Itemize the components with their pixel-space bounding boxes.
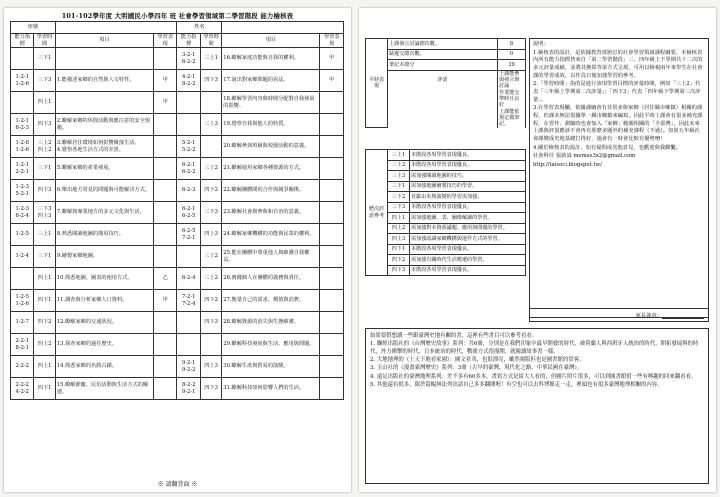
col-ability: 能力指標	[11, 34, 34, 48]
history-row	[366, 192, 526, 203]
performance-grade[interactable]	[320, 202, 344, 224]
history-text: 本階段各項學習表現優良。	[410, 150, 526, 161]
history-text: 本階段各項學習表現優良。	[410, 244, 526, 255]
ability-code: 6-2-3	[177, 180, 200, 202]
table-row	[11, 114, 344, 136]
performance-grade[interactable]	[320, 378, 344, 400]
ability-code: 6-2-4	[177, 268, 200, 290]
history-period: 三上3	[388, 171, 410, 182]
period: 四上2	[34, 334, 55, 356]
seat-name-row	[11, 22, 344, 34]
performance-grade[interactable]	[154, 114, 177, 136]
history-comments-table	[365, 149, 526, 276]
references-intro: 如果要假想讀一些跟臺灣史地有關的書，這裡有些書目可以參考看看：	[370, 333, 538, 339]
table-row	[11, 202, 344, 224]
period: 四下1	[34, 378, 55, 400]
ability-code: 9-2-1 9-2-2	[177, 356, 200, 378]
period: 四下3	[34, 180, 55, 202]
ability-code	[11, 48, 34, 70]
item-text	[55, 92, 153, 114]
col-item: 項目	[222, 34, 320, 48]
performance-grade[interactable]	[320, 114, 344, 136]
table-row	[11, 290, 344, 312]
signature-line	[662, 312, 704, 319]
period: 四下1	[34, 290, 55, 312]
history-row	[366, 171, 526, 182]
item-text: 2.瞭解家鄉的休閒活動與應注意的安全規範。	[55, 114, 153, 136]
item-text: 7.瞭解與專業地方的多元文化與生活。	[55, 202, 153, 224]
summary-label: 筆記本總分	[388, 60, 498, 71]
evaluation-row	[366, 90, 526, 109]
summary-table	[365, 38, 526, 128]
period: 三下1	[34, 48, 55, 70]
column-header-row	[11, 34, 344, 48]
ability-code: 1-2-4	[11, 246, 34, 268]
table-row	[11, 312, 344, 334]
ability-code: 1-2-3 5-2-1	[11, 180, 34, 202]
history-period: 四下3	[388, 265, 410, 276]
note-item: 3.在學習表現欄，依據課綱會有非常多與家鄉（居住縣市鄉鎮）相關的課程，但課本無法很據單一縣市鄉鎮來編寫，因此平時上課會有很多補充課程，在習作、測驗時也會加入「家鄉」範圍相關的「全臺灣」，因此未來上課與評量應該不會再有那麼多題外的補充課程（不過）。如果五年級社會課變成史地基礎打得好，過會有一時會比較有優勢唷！	[533, 105, 703, 143]
table-row	[11, 70, 344, 92]
evaluation-text: 作業能交準時且良好	[498, 90, 526, 109]
period: 三下3 四上3	[34, 202, 55, 224]
performance-grade[interactable]	[320, 356, 344, 378]
performance-grade[interactable]	[154, 334, 177, 356]
performance-grade[interactable]	[320, 224, 344, 246]
evaluation-label	[388, 109, 498, 128]
turn-over-note: ※ 請翻背面 ※	[157, 481, 198, 488]
period: 三上3	[200, 114, 221, 136]
ability-code: 2-2-1 8-2-1	[11, 334, 34, 356]
history-period: 四上3	[388, 234, 410, 245]
table-row	[11, 136, 344, 158]
period: 四下2	[34, 312, 55, 334]
reference-item: 2. 大地地理的《上天下地看家園》：圖文並茂，也很漂亮，雖然規版但也是圖書館的常客。	[370, 357, 585, 364]
history-row	[366, 202, 526, 213]
performance-grade[interactable]	[320, 92, 344, 114]
ability-code: 4-2-1 8-2-2	[177, 70, 200, 92]
ability-code	[177, 114, 200, 136]
page-title: 101-102學年度 大明國民小學四年 班 社會學習領域第二學習階段 能力檢核表	[61, 12, 294, 20]
col-item: 項目	[55, 34, 153, 48]
history-period: 四上2	[388, 223, 410, 234]
item-text: 1.能描述家鄉的自然與人文特性。	[55, 70, 153, 92]
ability-code: 2-2-2	[11, 356, 34, 378]
history-text: 本階段各項學習表現優良。	[410, 265, 526, 276]
table-row	[11, 224, 344, 246]
history-row	[366, 234, 526, 245]
item-text: 3.瞭解居住環境如何影響聚落生活。 4.覺察各地生活方式的差異。	[55, 136, 153, 158]
summary-row	[366, 39, 526, 50]
history-period: 三下1	[388, 181, 410, 192]
period: 四上1	[34, 356, 55, 378]
ability-code: 1-2-7	[11, 312, 34, 334]
ability-code: 7-2-1 7-2-4	[177, 290, 200, 312]
item-text: 29.瞭解科技發展與生活、應用與問題。	[222, 334, 320, 356]
history-text: 本階段各項學習表現優良。	[410, 202, 526, 213]
col-period: 學習時間	[200, 34, 221, 48]
performance-grade[interactable]: 甲	[154, 92, 177, 114]
period	[200, 334, 221, 356]
performance-grade[interactable]	[320, 180, 344, 202]
item-text: 17.說出對家鄉問題的看法。	[222, 70, 320, 92]
period	[200, 92, 221, 114]
period	[200, 136, 221, 158]
period: 四下3	[34, 114, 55, 136]
note-item: 社會科任 張啟嵩 memes3x2@gmail.com	[533, 153, 636, 160]
history-row	[366, 223, 526, 234]
name-label: 姓名	[177, 22, 222, 34]
period: 四下2	[200, 180, 221, 202]
table-row	[11, 378, 344, 400]
item-text: 21.瞭解使用家鄉各種資源的方式。	[222, 158, 320, 180]
history-label: 歷次評語參考	[366, 150, 388, 276]
performance-grade[interactable]	[154, 180, 177, 202]
history-period: 四下1	[388, 244, 410, 255]
summary-value: 8	[498, 39, 526, 50]
table-row	[11, 158, 344, 180]
item-text: 11.調查與分析家鄉人口資料。	[55, 290, 153, 312]
item-text: 19.覺察自我與他人的特質。	[222, 114, 320, 136]
table-row	[11, 356, 344, 378]
history-text: 需加強地圖、表、圖像解讀的學習。	[410, 213, 526, 224]
ability-code: 1-2-1 1-2-6	[11, 70, 34, 92]
history-period: 三上1	[388, 150, 410, 161]
evaluation-label: 評語	[388, 70, 498, 90]
item-text: 26.實踐個人在團體的義務與責任。	[222, 268, 320, 290]
item-text: 20.瞭解參與班級與校園活動的意義。	[222, 136, 320, 158]
summary-row	[366, 49, 526, 60]
history-text: 需加強有關時代生活變遷的學習。	[410, 255, 526, 266]
ability-code: 6-2-1 6-2-5	[177, 202, 200, 224]
table-row	[11, 246, 344, 268]
regular-performance-label: 平時表現	[366, 39, 388, 128]
item-text: 30.瞭解生產與貿易的演變。	[222, 356, 320, 378]
summary-label: 上課發言討論總次數。	[388, 39, 498, 50]
history-text: 貢獻由未熟演變的學習需加強。	[410, 192, 526, 203]
summary-value: 39	[498, 60, 526, 71]
seat-blank[interactable]	[55, 22, 177, 34]
summary-value: 0	[498, 49, 526, 60]
history-period: 三上2	[388, 160, 410, 171]
period: 四下2	[200, 290, 221, 312]
item-text: 16.瞭解家庭功能與自我的權利。	[222, 48, 320, 70]
performance-grade[interactable]: 甲	[154, 290, 177, 312]
summary-row	[366, 60, 526, 71]
ability-code: 1-2-5	[11, 224, 34, 246]
ability-code: 3-2-1 6-2-2	[177, 48, 200, 70]
performance-grade[interactable]	[320, 334, 344, 356]
item-text: 25.能在團體中尊重他人與維護自我權益。	[222, 246, 320, 268]
reference-item: 4. 遠足出版社的臺灣地理系列：差不多有60多本，書寫方式是給大人看的，但圖片照片很多，可以到圖書館借一些有興趣的回來翻看看。	[370, 373, 697, 380]
item-text: 13.探查家鄉的過往歷史。	[55, 334, 153, 356]
item-text: 27.衡量自己的需求、價值與消費。	[222, 290, 320, 312]
period: 四上1	[34, 92, 55, 114]
period: 四上3	[200, 356, 221, 378]
ability-code	[177, 92, 200, 114]
performance-grade[interactable]	[154, 136, 177, 158]
note-item: http://taisoci.blogspot.tw/	[533, 162, 602, 169]
item-text: 15.瞭解節慶、民俗活動與生活方式的關連。	[55, 378, 153, 400]
performance-grade[interactable]	[320, 136, 344, 158]
reference-item: 5. 其他還有很多，限於篇幅無法列出請自己多多翻閱喔！有空也可以去科博館走一走，裡頭也有很多臺灣地理相關的內容。	[370, 381, 663, 388]
ability-code: 1-2-8 1-2-6	[11, 136, 34, 158]
performance-grade[interactable]	[154, 246, 177, 268]
history-text: 需加強認識家鄉機構與運作方式的學習。	[410, 234, 526, 245]
period: 三上1	[34, 224, 55, 246]
performance-grade[interactable]: 乙	[154, 268, 177, 290]
performance-grade[interactable]	[154, 312, 177, 334]
performance-grade[interactable]	[320, 158, 344, 180]
performance-grade[interactable]: 甲	[320, 48, 344, 70]
table-row	[11, 92, 344, 114]
history-period: 四下2	[388, 255, 410, 266]
item-text: 24.瞭解家鄉機構的功能與民眾的權利。	[222, 224, 320, 246]
period: 三上2 四上2	[34, 136, 55, 158]
evaluation-label	[388, 90, 498, 109]
reference-item: 1. 聯經出版社的《台灣歷史故事》系列：共6冊，分別是在我們印象中最早開發的時代，被荷蘭人與西班牙人統治的時代，開拓發展與的時代，外力衝擊的時代，日本統治的時代，戰後方式很漫開，就像讀故事書一樣。	[370, 341, 699, 356]
ability-code	[11, 92, 34, 114]
note-item: 4.關於檢核表的設計，如有疑問或其他意見，也歡迎與我聯繫。	[533, 144, 682, 151]
instructions-box	[529, 38, 709, 318]
item-text: 22.瞭解團體間的合作與競爭關係。	[222, 180, 320, 202]
history-row	[366, 213, 526, 224]
period: 三上2	[200, 246, 221, 268]
history-text: 需加強地圖繪製技巧的學習。	[410, 181, 526, 192]
evaluation-row	[366, 109, 526, 128]
item-text: 9.繪製家鄉地圖。	[55, 246, 153, 268]
item-text: 28.瞭解資源的消失與生態維護。	[222, 312, 320, 334]
performance-grade[interactable]	[320, 290, 344, 312]
history-row	[366, 255, 526, 266]
evaluation-text: 上課能參與發言與討論	[498, 70, 526, 90]
performance-grade[interactable]	[154, 378, 177, 400]
table-row	[11, 268, 344, 290]
ability-code	[177, 334, 200, 356]
item-text: 5.瞭解家鄉的產業發展。	[55, 158, 153, 180]
period: 四上1	[34, 268, 55, 290]
evaluation-text: 上課能依規定做筆記。	[498, 109, 526, 128]
period: 四上3	[200, 224, 221, 246]
performance-grade[interactable]: 甲	[154, 70, 177, 92]
table-row	[11, 48, 344, 70]
period: 三下3	[34, 70, 55, 92]
table-row	[11, 334, 344, 356]
period: 四下3	[200, 70, 221, 92]
ability-code: 2-2-2 4-2-2	[11, 378, 34, 400]
note-item: 2.「學習時間」指的是進行該項學習目標的評量時間，例如「三上2」代表「三年級上學期第二次評量」；「四下3」代表「四年級下學期第三次評量」。	[533, 81, 701, 103]
history-period: 三下3	[388, 202, 410, 213]
ability-code	[177, 246, 200, 268]
parent-signature-box[interactable]	[529, 308, 709, 322]
ability-code: 5-2-1 5-2-2	[177, 136, 200, 158]
item-text: 6.舉出地方常見的問題與可能解決方式。	[55, 180, 153, 202]
period: 三下1	[34, 246, 55, 268]
table-row	[11, 180, 344, 202]
summary-label: 缺遲交總次數。	[388, 49, 498, 60]
note-item: 1.檢核表的設計，是依據教育部頒訂的社會學習領域課程綱要，本檢核表內所有能力指標皆來自「第二學習階段」三、四年級上下學期共十二次的多元評量成績，並將其換算等第方式呈現，可用以檢視兩年來學生在社會課的學習成效，以作為日後加強學習的參考。	[533, 49, 703, 79]
ability-checklist-table	[10, 21, 344, 400]
history-row	[366, 265, 526, 276]
performance-grade[interactable]	[154, 158, 177, 180]
reference-item: 3. 玉山社的《漫畫臺灣歷史》系列：3冊（古早的臺灣、現代化之路、中華民國在臺灣）。	[370, 365, 583, 372]
performance-grade[interactable]	[154, 202, 177, 224]
performance-grade[interactable]	[154, 356, 177, 378]
period: 三下3	[200, 202, 221, 224]
left-page	[4, 8, 351, 492]
period: 四下3	[200, 312, 221, 334]
performance-grade[interactable]: 甲	[320, 70, 344, 92]
col-performance: 學習表現	[154, 34, 177, 48]
history-text: 需加強閱讀地圖的技巧。	[410, 171, 526, 182]
performance-grade[interactable]	[154, 224, 177, 246]
seat-label: 座號	[11, 22, 56, 34]
notes-title: 說明：	[533, 41, 549, 47]
checklist-body	[11, 48, 344, 400]
item-text: 8.熟悉閱讀地圖的簡易技巧。	[55, 224, 153, 246]
period: 三上2	[200, 268, 221, 290]
ability-code	[11, 268, 34, 290]
right-page	[359, 8, 716, 492]
ability-code: 1-2-5 1-2-6	[11, 290, 34, 312]
history-row	[366, 244, 526, 255]
period: 三下1	[34, 158, 55, 180]
history-text: 本階段各項學習表現優良。	[410, 160, 526, 171]
period: 三上2	[200, 158, 221, 180]
parent-signature-label: 家長簽章：	[635, 313, 662, 319]
ability-code	[177, 312, 200, 334]
name-blank[interactable]	[222, 22, 344, 34]
ability-code: 6-2-1 6-2-2	[177, 158, 200, 180]
col-ability: 能力指標	[177, 34, 200, 48]
col-performance: 學習表現	[320, 34, 344, 48]
history-period: 三下2	[388, 192, 410, 203]
item-text: 23.瞭解社會與參與和自治的意義。	[222, 202, 320, 224]
ability-code: 1-2-1 2-2-1	[11, 158, 34, 180]
performance-grade[interactable]	[154, 48, 177, 70]
item-text: 31.瞭解科技如何影響人們的生活。	[222, 378, 320, 400]
history-row	[366, 150, 526, 161]
ability-code: 6-2-5 7-2-1	[177, 224, 200, 246]
ability-code: 1-2-1 6-2-3	[11, 114, 34, 136]
item-text: 12.瞭解家鄉的交通狀況。	[55, 312, 153, 334]
history-row	[366, 181, 526, 192]
performance-grade[interactable]	[320, 312, 344, 334]
item-text	[55, 48, 153, 70]
evaluation-row	[366, 70, 526, 90]
ability-code: 8-2-2 9-2-1	[177, 378, 200, 400]
col-period: 學習時間	[34, 34, 55, 48]
item-text: 14.熟悉家鄉的名勝古蹟。	[55, 356, 153, 378]
item-text: 10.熟悉地圖、圖表的使用方式。	[55, 268, 153, 290]
period: 四下3	[200, 378, 221, 400]
reading-references-box	[365, 328, 709, 484]
period: 三上1	[200, 48, 221, 70]
history-text: 需加強對本資源議題、應用與問題的學習。	[410, 223, 526, 234]
history-period: 四上1	[388, 213, 410, 224]
history-row	[366, 160, 526, 171]
performance-grade[interactable]	[320, 246, 344, 268]
ability-code: 1-2-3 6-2-4	[11, 202, 34, 224]
performance-grade[interactable]	[320, 268, 344, 290]
item-text: 18.瞭解學習內容與時間分配對自我發展的影響。	[222, 92, 320, 114]
